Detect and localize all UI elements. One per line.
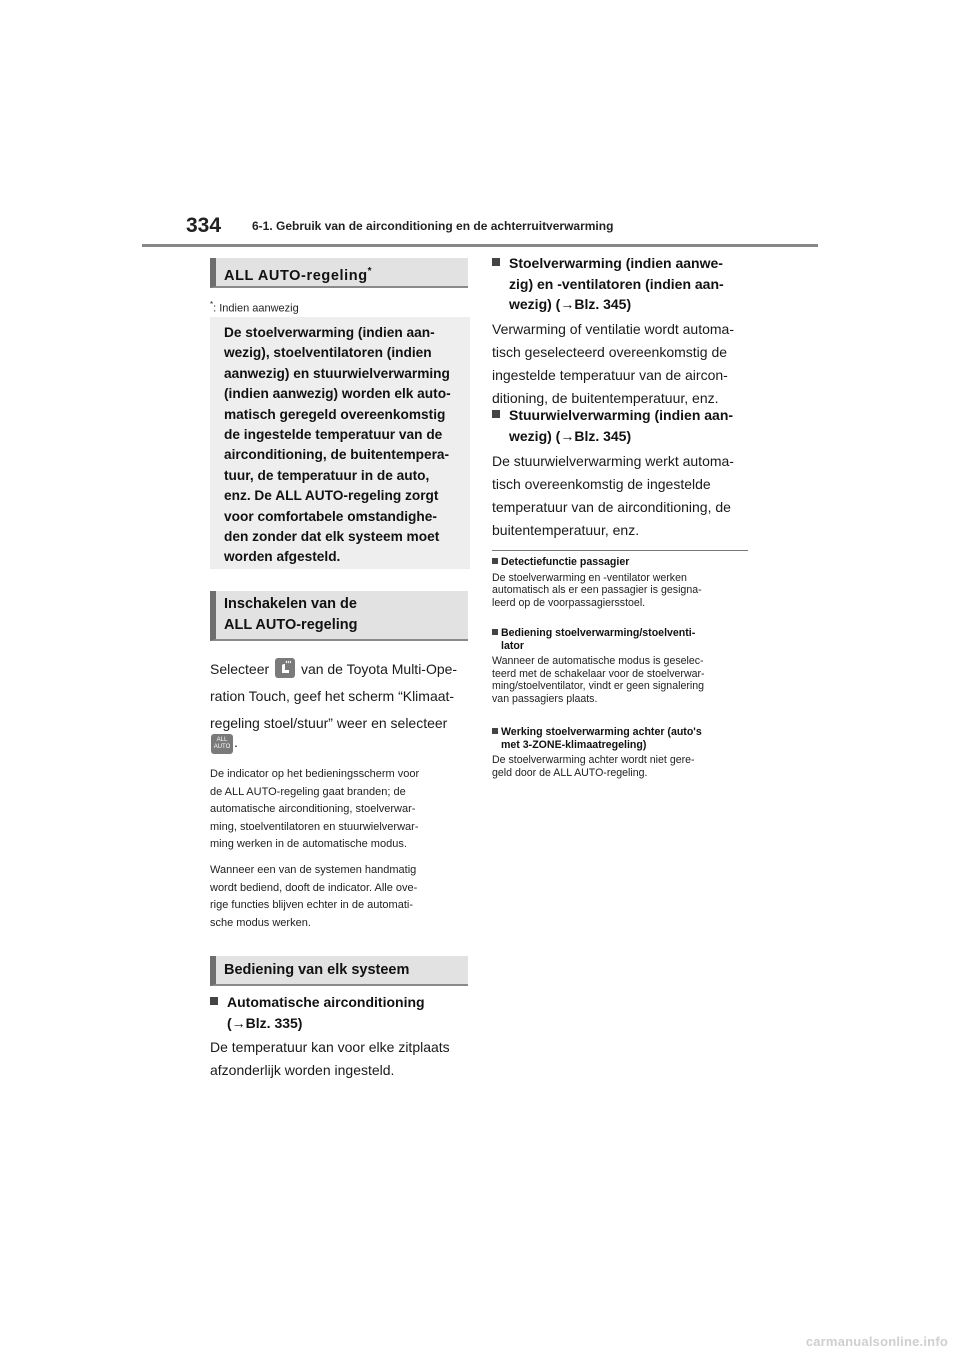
section-heading-text: ALL AUTO-regeling	[224, 267, 368, 284]
page-number: 334	[186, 214, 222, 237]
wheel-heating-heading	[492, 405, 754, 446]
instruction-text: van de Toyota Multi-Ope-	[300, 661, 458, 677]
section-heading-line: Inschakelen van de	[224, 596, 357, 612]
note-title: Bediening stoelverwarming/stoelventi-	[501, 627, 696, 639]
notes-divider	[492, 550, 748, 551]
bullet-title: Automatische airconditioning	[227, 994, 425, 1010]
section-heading-all-auto	[210, 258, 468, 288]
intro-line: aanwezig) en stuurwielverwarming	[224, 365, 450, 381]
body-line: tisch overeenkomstig de ingestelde	[492, 476, 711, 492]
all-auto-icon	[211, 734, 233, 754]
note-line: Wanneer een van de systemen handmatig	[210, 864, 417, 876]
intro-line: wezig), stoelventilatoren (indien	[224, 345, 432, 361]
note-line: leerd op de voorpassagiersstoel.	[492, 596, 646, 609]
header-divider	[142, 244, 818, 247]
footnote-text: : Indien aanwezig	[213, 302, 299, 315]
auto-ac-body	[210, 1036, 472, 1082]
instruction-text: regeling stoel/stuur” weer en selecteer	[210, 715, 448, 731]
note-line: geld door de ALL AUTO-regeling.	[492, 766, 648, 779]
note-line: Wanneer de automatische modus is geselec-	[492, 655, 704, 668]
section-heading-each-system	[210, 956, 468, 986]
body-line: tisch geselecteerd overeenkomstig de	[492, 344, 728, 360]
body-line: De stuurwielverwarming werkt automa-	[492, 453, 734, 469]
body-line: temperatuur van de airconditioning, de	[492, 499, 731, 515]
bullet-title: wezig) (→Blz. 345)	[509, 427, 632, 444]
bullet-title: zig) en -ventilatoren (indien aan-	[509, 275, 724, 292]
indicator-note	[210, 766, 472, 854]
body-line: De temperatuur kan voor elke zitplaats	[210, 1039, 450, 1055]
body-line: buitentemperatuur, enz.	[492, 522, 640, 538]
seat-heater-icon	[275, 658, 295, 678]
square-bullet-icon	[492, 728, 498, 734]
section-heading-text: Bediening van elk systeem	[224, 962, 410, 978]
square-bullet-icon	[210, 997, 218, 1005]
note-line: automatische airconditioning, stoelverwar-	[210, 803, 416, 815]
bullet-title: (→Blz. 335)	[227, 1014, 303, 1031]
select-instruction	[210, 657, 472, 735]
intro-box	[210, 317, 470, 569]
intro-line: tuur, de temperatuur in de auto,	[224, 467, 430, 483]
note-line: wordt bediend, dooft de indicator. Alle ove-	[210, 881, 418, 894]
footnote-marker: *	[367, 266, 373, 277]
note-line: De stoelverwarming achter wordt niet gere-	[492, 754, 695, 767]
note-line: De indicator op het bedieningsscherm voor	[210, 768, 420, 780]
section-heading-line: ALL AUTO-regeling	[224, 617, 358, 633]
body-line: afzonderlijk worden ingesteld.	[210, 1062, 395, 1078]
intro-line: (indien aanwezig) worden elk auto-	[224, 386, 451, 402]
note-title: Detectiefunctie passagier	[501, 556, 630, 568]
note-line: van passagiers plaats.	[492, 692, 598, 705]
intro-line: matisch geregeld overeenkomstig	[224, 406, 446, 422]
note-operation	[492, 627, 754, 706]
footnote	[210, 300, 299, 315]
body-line: Verwarming of ventilatie wordt automa-	[492, 321, 734, 337]
seat-heating-heading	[492, 253, 754, 315]
note-line: ming/stoelventilator, vindt er geen signalering	[492, 680, 704, 693]
note-title: lator	[501, 639, 524, 652]
note-rear	[492, 726, 754, 779]
wheel-heating-body	[492, 450, 754, 542]
footnote-star: *	[210, 300, 214, 309]
note-line: de ALL AUTO-regeling gaat branden; de	[210, 785, 406, 798]
note-line: automatisch als er een passagier is gesigna-	[492, 584, 702, 597]
bullet-title: Stoelverwarming (indien aanwe-	[509, 255, 723, 271]
bullet-title: Stuurwielverwarming (indien aan-	[509, 407, 734, 423]
note-line: sche modus werken.	[210, 916, 311, 929]
intro-line: voor comfortabele omstandighe-	[224, 508, 437, 524]
auto-ac-heading	[210, 992, 472, 1033]
intro-line: airconditioning, de buitentempera-	[224, 447, 450, 463]
square-bullet-icon	[492, 558, 498, 564]
intro-line: De stoelverwarming (indien aan-	[224, 325, 435, 340]
manual-note	[210, 862, 472, 932]
note-line: rige functies blijven echter in de automati-	[210, 899, 413, 911]
note-line: De stoelverwarming en -ventilator werken	[492, 571, 687, 584]
note-line: teerd met de schakelaar voor de stoelverwar-	[492, 667, 705, 680]
all-auto-icon-label: ALL	[216, 737, 228, 743]
note-line: ming, stoelventilatoren en stuurwielverwar-	[210, 820, 419, 833]
bullet-title: wezig) (→Blz. 345)	[509, 296, 632, 312]
body-line: ingestelde temperatuur van de aircon-	[492, 367, 728, 383]
section-heading-switch-on	[210, 591, 468, 641]
intro-line: den zonder dat elk systeem moet	[224, 529, 440, 545]
instruction-end: .	[234, 734, 238, 750]
square-bullet-icon	[492, 629, 498, 635]
intro-line: worden afgesteld.	[224, 549, 341, 565]
chapter-title: 6-1. Gebruik van de airconditioning en de achterruitverwarming	[252, 219, 614, 233]
note-title: Werking stoelverwarming achter (auto's	[501, 726, 702, 738]
intro-line: de ingestelde temperatuur van de	[224, 427, 443, 443]
intro-line: enz. De ALL AUTO-regeling zorgt	[224, 488, 439, 504]
watermark: carmanualsonline.info	[805, 1334, 948, 1349]
instruction-text: ration Touch, geef het scherm “Klimaat-	[210, 688, 455, 704]
note-passenger	[492, 556, 754, 609]
instruction-text: Selecteer	[210, 661, 270, 677]
square-bullet-icon	[492, 410, 500, 418]
seat-heating-body	[492, 318, 754, 410]
note-line: ming werken in de automatische modus.	[210, 838, 407, 850]
all-auto-icon-label: AUTO	[213, 744, 231, 750]
note-title: met 3-ZONE-klimaatregeling)	[501, 738, 647, 751]
square-bullet-icon	[492, 258, 500, 266]
body-line: ditioning, de buitentemperatuur, enz.	[492, 390, 719, 406]
